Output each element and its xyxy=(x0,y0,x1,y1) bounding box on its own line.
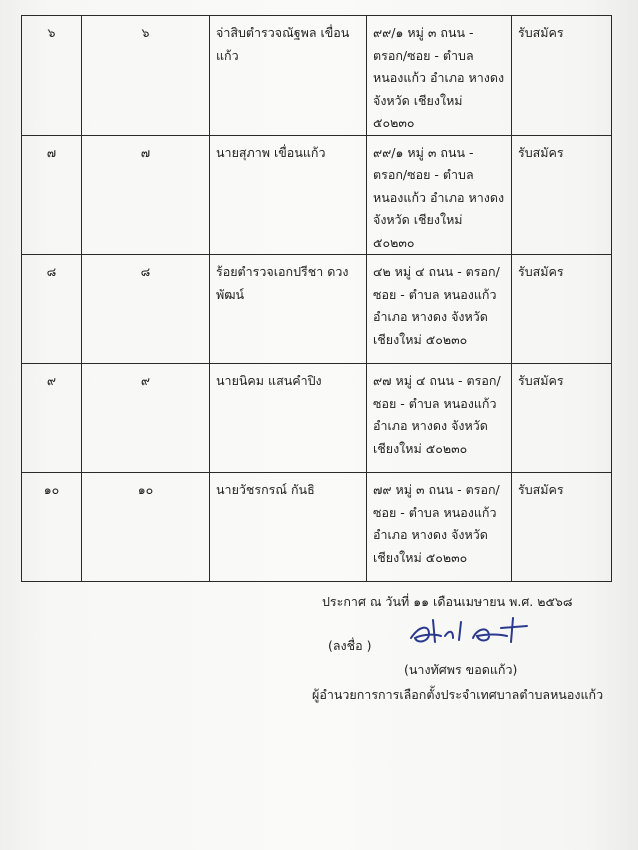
number-cell: ๘ xyxy=(82,255,210,364)
table-row xyxy=(22,135,612,255)
table-row xyxy=(22,364,612,473)
table-row xyxy=(22,16,612,136)
name-cell: นายวัชรกรณ์ กันธิ xyxy=(210,473,367,582)
name-cell: นายสุภาพ เขื่อนแก้ว xyxy=(210,135,367,255)
status-cell: รับสมัคร xyxy=(512,255,612,364)
status-cell: รับสมัคร xyxy=(512,364,612,473)
status-cell: รับสมัคร xyxy=(512,135,612,255)
name-cell: ร้อยตำรวจเอกปรีชา ดวงพัฒน์ xyxy=(210,255,367,364)
table-row xyxy=(22,473,612,582)
name-cell: จ่าสิบตำรวจณัฐพล เขื่อนแก้ว xyxy=(210,16,367,136)
number-cell: ๑๐ xyxy=(82,473,210,582)
number-cell: ๙ xyxy=(82,364,210,473)
signature-image xyxy=(405,612,535,652)
sign-label: (ลงชื่อ ) xyxy=(328,638,372,653)
address-cell: ๗๙ หมู่ ๓ ถนน - ตรอก/ซอย - ตำบล หนองแก้ว อำเภอ หางดง จังหวัด เชียงใหม่ ๕๐๒๓๐ xyxy=(367,473,512,582)
order-cell: ๙ xyxy=(22,364,82,473)
table-row xyxy=(22,255,612,364)
order-cell: ๗ xyxy=(22,135,82,255)
candidate-table xyxy=(21,15,612,582)
order-cell: ๘ xyxy=(22,255,82,364)
number-cell: ๗ xyxy=(82,135,210,255)
number-cell: ๖ xyxy=(82,16,210,136)
officer-title: ผู้อำนวยการการเลือกตั้งประจำเทศบาลตำบลหนองแก้ว xyxy=(312,687,604,702)
name-cell: นายนิคม แสนคำปิง xyxy=(210,364,367,473)
order-cell: ๑๐ xyxy=(22,473,82,582)
announcement-date: ประกาศ ณ วันที่ ๑๑ เดือนเมษายน พ.ศ. ๒๕๖๘ xyxy=(322,594,573,609)
address-cell: ๙๙/๑ หมู่ ๓ ถนน - ตรอก/ซอย - ตำบล หนองแก้ว อำเภอ หางดง จังหวัด เชียงใหม่ ๕๐๒๓๐ xyxy=(367,16,512,136)
order-cell: ๖ xyxy=(22,16,82,136)
address-cell: ๙๙/๑ หมู่ ๓ ถนน - ตรอก/ซอย - ตำบล หนองแก้ว อำเภอ หางดง จังหวัด เชียงใหม่ ๕๐๒๓๐ xyxy=(367,135,512,255)
address-cell: ๙๗ หมู่ ๔ ถนน - ตรอก/ซอย - ตำบล หนองแก้ว อำเภอ หางดง จังหวัด เชียงใหม่ ๕๐๒๓๐ xyxy=(367,364,512,473)
status-cell: รับสมัคร xyxy=(512,473,612,582)
status-cell: รับสมัคร xyxy=(512,16,612,136)
address-cell: ๔๒ หมู่ ๔ ถนน - ตรอก/ซอย - ตำบล หนองแก้ว อำเภอ หางดง จังหวัด เชียงใหม่ ๕๐๒๓๐ xyxy=(367,255,512,364)
officer-name: (นางทัศพร ขอดแก้ว) xyxy=(404,662,518,677)
